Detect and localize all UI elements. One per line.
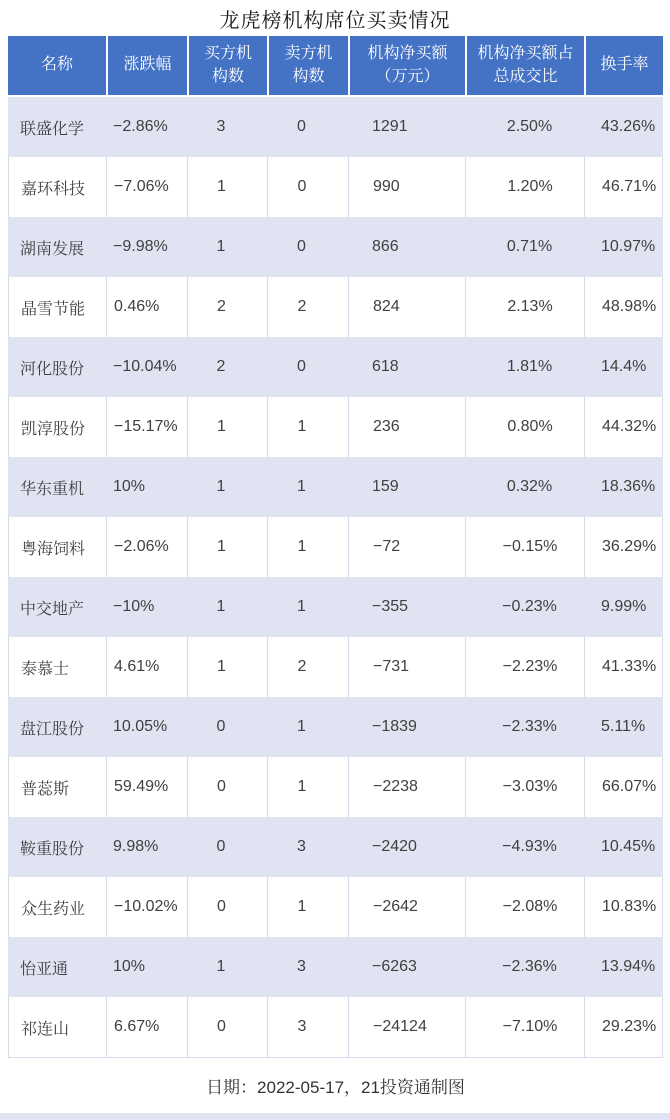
table-cell: 1.20% [465,157,584,217]
column-header: 买方机构数 [187,36,267,95]
table-cell: 泰慕士 [8,637,106,697]
table-row [8,337,663,397]
table-cell: 2 [187,277,267,337]
table-cell: 1 [187,517,267,577]
table-cell: −15.17% [106,397,187,457]
table-cell: −72 [348,517,465,577]
table-cell: 凯淳股份 [8,397,106,457]
table-row [8,517,663,577]
table-cell: −2.86% [113,118,168,135]
table-cell: 3 [297,958,306,975]
column-header: 机构净买额（万元） [348,36,465,95]
table-cell: 44.32% [584,397,663,457]
table-row [8,697,663,757]
table-cell: 河化股份 [20,360,85,378]
column-header: 涨跌幅 [106,36,187,95]
table-cell: 0 [297,118,306,135]
table-cell: 159 [372,478,399,495]
table-cell: 41.33% [584,637,663,697]
table-cell: 3 [267,997,348,1057]
table-cell: 0 [187,757,267,817]
institution-trading-table [8,36,663,1113]
table-cell: 鞍重股份 [20,840,85,858]
table-cell: 怡亚通 [20,960,69,978]
table-cell: 990 [348,157,465,217]
table-cell: −4.93% [502,838,557,855]
table-row [8,277,663,337]
table-cell: −2.06% [106,517,187,577]
table-cell: 824 [348,277,465,337]
table-cell: 嘉环科技 [8,157,106,217]
table-body [8,97,663,1057]
table-row [8,637,663,697]
table-cell: 13.94% [601,958,656,975]
table-cell: 14.4% [601,358,647,375]
table-row [8,997,663,1057]
table-cell: 10.05% [113,718,168,735]
table-cell: 1 [187,637,267,697]
table-cell: −24124 [348,997,465,1057]
table-cell: −10% [113,598,155,615]
table-row [8,457,663,517]
table-cell: 2.50% [506,118,553,135]
table-cell: 粤海饲料 [8,517,106,577]
table-cell: 1 [297,478,306,495]
table-cell: 2 [216,358,226,375]
table-cell: 2 [267,277,348,337]
table-cell: 0 [267,157,348,217]
page-title: 龙虎榜机构席位买卖情况 [219,9,451,32]
table-cell: −0.15% [465,517,584,577]
table-cell: −2.23% [465,637,584,697]
table-cell: 10.97% [601,238,656,255]
table-cell: 晶雪节能 [8,277,106,337]
table-cell: −7.10% [465,997,584,1057]
column-header: 换手率 [584,36,663,95]
table-cell: 1 [187,157,267,217]
table-cell: −6263 [372,958,417,975]
table-cell: 10% [113,478,146,495]
table-cell: −731 [348,637,465,697]
table-row [8,397,663,457]
table-cell: −2420 [372,838,417,855]
table-cell: 0.71% [506,238,553,255]
table-cell: 10.45% [601,838,656,855]
table-cell: 0 [216,838,226,855]
table-cell: 66.07% [584,757,663,817]
table-cell: 18.36% [601,478,656,495]
table-cell: 1291 [372,118,408,135]
table-row [8,877,663,937]
table-cell: 48.98% [584,277,663,337]
table-cell: 0.80% [465,397,584,457]
table-cell: 1 [267,757,348,817]
table-cell: −2642 [348,877,465,937]
table-cell: 618 [372,358,399,375]
table-cell: 10% [113,958,146,975]
table-row [8,757,663,817]
table-cell: 866 [372,238,399,255]
table-cell: 1 [187,397,267,457]
column-header: 机构净买额占总成交比 [465,36,584,95]
table-cell: 0 [297,358,306,375]
table-cell: 1 [216,238,226,255]
table-row [8,217,663,277]
table-cell: 普蕊斯 [8,757,106,817]
column-header: 名称 [8,36,106,95]
table-footnote-row [8,1057,663,1113]
table-cell: 0.46% [106,277,187,337]
table-cell: −7.06% [106,157,187,217]
table-cell: 1 [216,598,226,615]
table-cell: 4.61% [106,637,187,697]
footnote-text: 日期：2022-05-17，21投资通制图 [206,1078,465,1097]
table-cell: 0 [297,238,306,255]
table-cell: 3 [216,118,226,135]
table-cell: −10.04% [113,358,177,375]
table-cell: −2.08% [465,877,584,937]
table-cell: 2 [267,637,348,697]
table-cell: 0 [187,877,267,937]
table-cell: 1 [267,517,348,577]
table-cell: −9.98% [113,238,168,255]
table-cell: −2238 [348,757,465,817]
table-cell: 1 [297,598,306,615]
table-cell: −10.02% [106,877,187,937]
table-cell: 46.71% [584,157,663,217]
table-cell: 43.26% [601,118,656,135]
table-cell: 中交地产 [20,600,85,618]
bottom-band-strip [0,1113,670,1120]
table-cell: 3 [297,838,306,855]
table-cell: −0.23% [502,598,557,615]
table-cell: −1839 [372,718,417,735]
table-cell: 1 [267,397,348,457]
table-cell: 9.99% [601,598,647,615]
table-cell: −2.33% [502,718,557,735]
table-cell: 5.11% [601,718,646,735]
table-cell: −2.36% [502,958,557,975]
table-cell: 1.81% [506,358,553,375]
table-header-row [8,36,663,95]
table-cell: 0.32% [506,478,553,495]
table-cell: −3.03% [465,757,584,817]
table-cell: 1 [267,877,348,937]
table-cell: 1 [297,718,306,735]
table-cell: 36.29% [584,517,663,577]
table-cell: 华东重机 [20,480,85,498]
column-header: 卖方机构数 [267,36,348,95]
table-row [8,817,663,877]
table-row [8,577,663,637]
table-row [8,157,663,217]
table-cell: 236 [348,397,465,457]
table-cell: 2.13% [465,277,584,337]
table-cell: 盘江股份 [20,720,85,738]
table-cell: 6.67% [106,997,187,1057]
table-cell: 9.98% [113,838,159,855]
table-cell: 0 [187,997,267,1057]
table-cell: 1 [216,958,226,975]
table-cell: 10.83% [584,877,663,937]
table-cell: 0 [216,718,226,735]
table-cell: 湖南发展 [20,240,85,258]
table-row [8,937,663,997]
table-cell: 29.23% [584,997,663,1057]
table-cell: 1 [216,478,226,495]
table-cell: 祁连山 [8,997,106,1057]
table-cell: 众生药业 [8,877,106,937]
table-cell: 59.49% [106,757,187,817]
table-cell: 联盛化学 [20,120,85,138]
table-row [8,97,663,157]
table-cell: −355 [372,598,409,615]
